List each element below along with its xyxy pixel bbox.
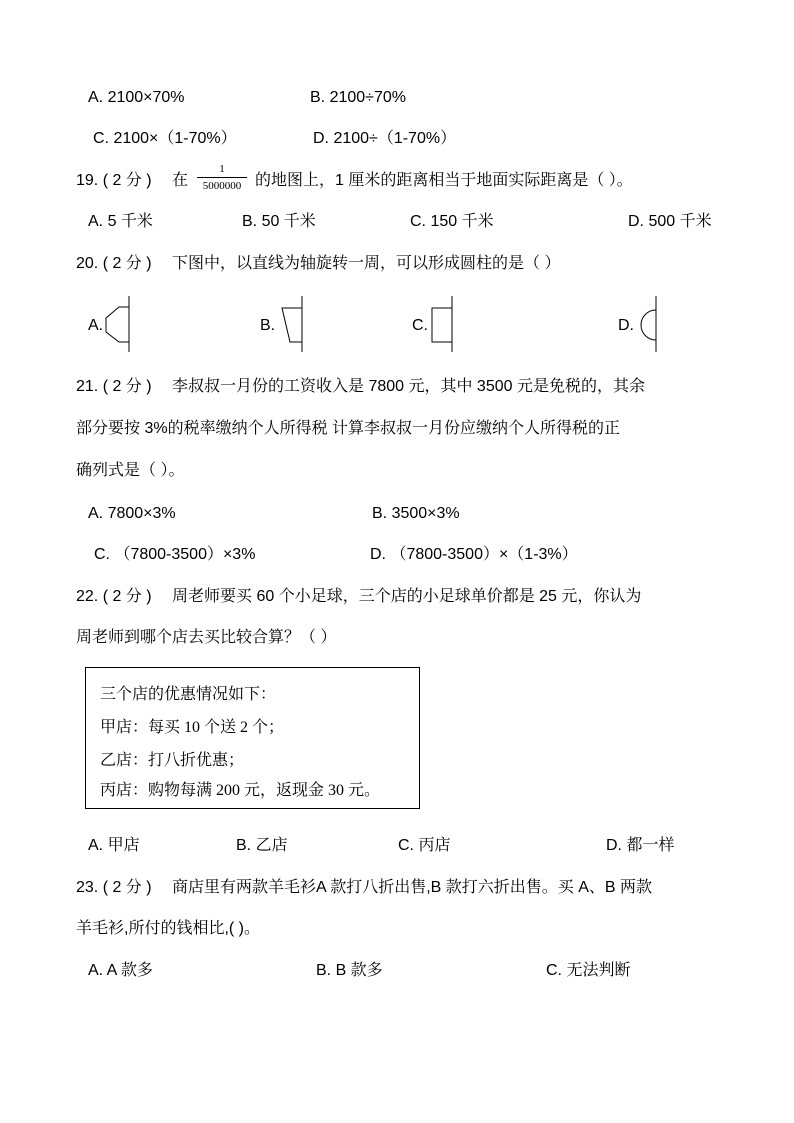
q20-figure-b[interactable] — [276, 296, 308, 354]
q18-option-b[interactable]: B. 2100÷70% — [310, 89, 406, 106]
q21-text-line3: 确列式是（ ）。 — [76, 462, 185, 479]
q21-option-c[interactable]: C. （7800-3500）×3% — [94, 546, 256, 563]
q22-number: 22. ( 2 分 ) — [76, 588, 152, 605]
box-line-intro: 三个店的优惠情况如下： — [100, 686, 277, 703]
q23-option-c[interactable]: C. 无法判断 — [546, 962, 631, 979]
fraction-denominator: 5000000 — [202, 180, 242, 192]
box-line-store-jia: 甲店：每买 10 个送 2 个； — [100, 719, 285, 736]
q21-text-line2: 部分要按 3%的税率缴纳个人所得税 计算李叔叔一月份应缴纳个人所得税的正 — [76, 420, 621, 437]
q21-option-a[interactable]: A. 7800×3% — [88, 505, 176, 522]
q20-label-c[interactable]: C. — [412, 317, 428, 334]
q19-option-d[interactable]: D. 500 千米 — [628, 213, 712, 230]
q21-text-line1: 李叔叔一月份的工资收入是 7800 元，其中 3500 元是免税的，其余 — [172, 378, 645, 395]
q23-option-b[interactable]: B. B 款多 — [316, 962, 383, 979]
q20-number: 20. ( 2 分 ) — [76, 255, 152, 272]
q23-number: 23. ( 2 分 ) — [76, 879, 152, 896]
q18-option-c[interactable]: C. 2100×（1-70%） — [93, 130, 237, 147]
q19-fraction — [197, 163, 247, 192]
q18-option-d[interactable]: D. 2100÷（1-70%） — [313, 130, 457, 147]
q22-text-line1: 周老师要买 60 个小足球，三个店的小足球单价都是 25 元，你认为 — [172, 588, 642, 605]
q19-number: 19. ( 2 分 ) — [76, 172, 152, 189]
q20-figure-c[interactable] — [426, 296, 458, 354]
q18-option-a[interactable]: A. 2100×70% — [88, 89, 185, 106]
q19-option-c[interactable]: C. 150 千米 — [410, 213, 494, 230]
box-line-store-bing: 丙店：购物每满 200 元，返现金 30 元。 — [100, 782, 381, 799]
q19-option-b[interactable]: B. 50 千米 — [242, 213, 316, 230]
q22-option-b[interactable]: B. 乙店 — [236, 837, 288, 854]
q22-option-c[interactable]: C. 丙店 — [398, 837, 451, 854]
q20-text: 下图中，以直线为轴旋转一周，可以形成圆柱的是（ ） — [172, 255, 561, 272]
q20-figure-a[interactable] — [100, 296, 132, 354]
q20-label-b[interactable]: B. — [260, 317, 276, 334]
q19-text-pre: 在 — [172, 172, 189, 189]
q23-option-a[interactable]: A. A 款多 — [88, 962, 153, 979]
q23-text-line2: 羊毛衫,所付的钱相比,( )。 — [76, 920, 260, 937]
q22-discount-info-box — [85, 667, 420, 809]
q21-option-d[interactable]: D. （7800-3500）×（1-3%） — [370, 546, 578, 563]
box-line-store-yi: 乙店：打八折优惠； — [100, 752, 245, 769]
q20-label-a[interactable]: A. — [88, 317, 104, 334]
q19-option-a[interactable]: A. 5 千米 — [88, 213, 153, 230]
fraction-numerator: 1 — [219, 163, 225, 175]
q22-option-d[interactable]: D. 都一样 — [606, 837, 675, 854]
q21-option-b[interactable]: B. 3500×3% — [372, 505, 460, 522]
q19-text-post: 的地图上，1 厘米的距离相当于地面实际距离是（ ）。 — [255, 172, 633, 189]
q23-text-line1: 商店里有两款羊毛衫A 款打八折出售,B 款打六折出售。买 A、B 两款 — [172, 879, 653, 896]
q21-number: 21. ( 2 分 ) — [76, 378, 152, 395]
q22-option-a[interactable]: A. 甲店 — [88, 837, 140, 854]
q22-text-line2: 周老师到哪个店去买比较合算？（ ） — [76, 629, 337, 646]
q20-figure-d[interactable] — [630, 296, 662, 354]
fraction-bar — [197, 177, 247, 178]
q20-label-d[interactable]: D. — [618, 317, 634, 334]
